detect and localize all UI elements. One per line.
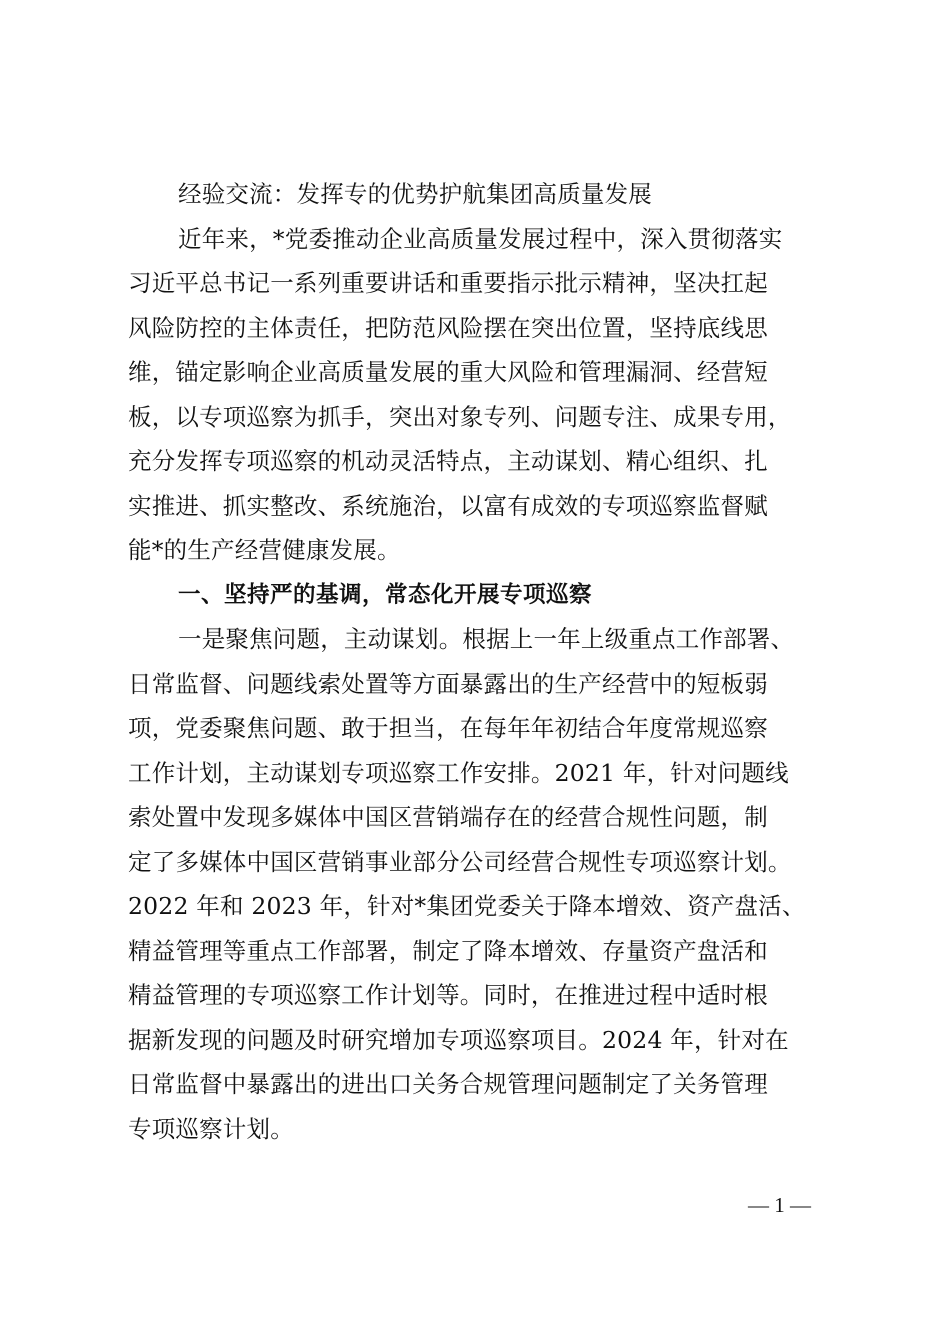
paragraph-line: 项，党委聚焦问题、敢于担当，在每年年初结合年度常规巡察 [128,714,768,742]
paragraph-line: 习近平总书记一系列重要讲话和重要指示批示精神，坚决扛起 [128,269,768,297]
paragraph-line: 日常监督中暴露出的进出口关务合规管理问题制定了关务管理 [128,1070,768,1098]
paragraph-line: 专项巡察计划。 [128,1114,294,1143]
section-heading: 一、坚持严的基调，常态化开展专项巡察 [178,581,593,608]
paragraph-line: 2022 年和 2023 年，针对*集团党委关于降本增效、资产盘活、 [128,892,806,920]
paragraph-line: 精益管理的专项巡察工作计划等。同时，在推进过程中适时根 [128,981,768,1009]
document-body [128,172,834,1151]
paragraph-line: 充分发挥专项巡察的机动灵活特点，主动谋划、精心组织、扎 [128,447,768,475]
paragraph-line: 工作计划，主动谋划专项巡察工作安排。2021 年，针对问题线 [128,758,789,787]
section-paragraph [128,617,834,1151]
paragraph-line: 板，以专项巡察为抓手，突出对象专列、问题专注、成果专用， [128,402,792,431]
paragraph-line: 索处置中发现多媒体中国区营销端存在的经营合规性问题，制 [128,803,768,831]
paragraph-line: 实推进、抓实整改、系统施治，以富有成效的专项巡察监督赋 [128,491,768,520]
intro-paragraph [128,217,834,573]
paragraph-line: 据新发现的问题及时研究增加专项巡察项目。2024 年，针对在 [128,1025,789,1054]
paragraph-line: 维，锚定影响企业高质量发展的重大风险和管理漏洞、经营短 [128,358,768,386]
document-title: 经验交流：发挥专的优势护航集团高质量发展 [178,180,652,208]
paragraph-line: 日常监督、问题线索处置等方面暴露出的生产经营中的短板弱 [128,669,768,698]
paragraph-line: 定了多媒体中国区营销事业部分公司经营合规性专项巡察计划。 [128,847,792,876]
page-number: — 1 — [748,1193,811,1217]
paragraph-line: 精益管理等重点工作部署，制定了降本增效、存量资产盘活和 [128,936,768,965]
paragraph-line: 风险防控的主体责任，把防范风险摆在突出位置，坚持底线思 [128,313,768,342]
paragraph-line: 一是聚焦问题，主动谋划。根据上一年上级重点工作部署、 [178,625,795,653]
paragraph-line: 能*的生产经营健康发展。 [128,536,401,564]
paragraph-line: 近年来，*党委推动企业高质量发展过程中，深入贯彻落实 [178,224,783,253]
